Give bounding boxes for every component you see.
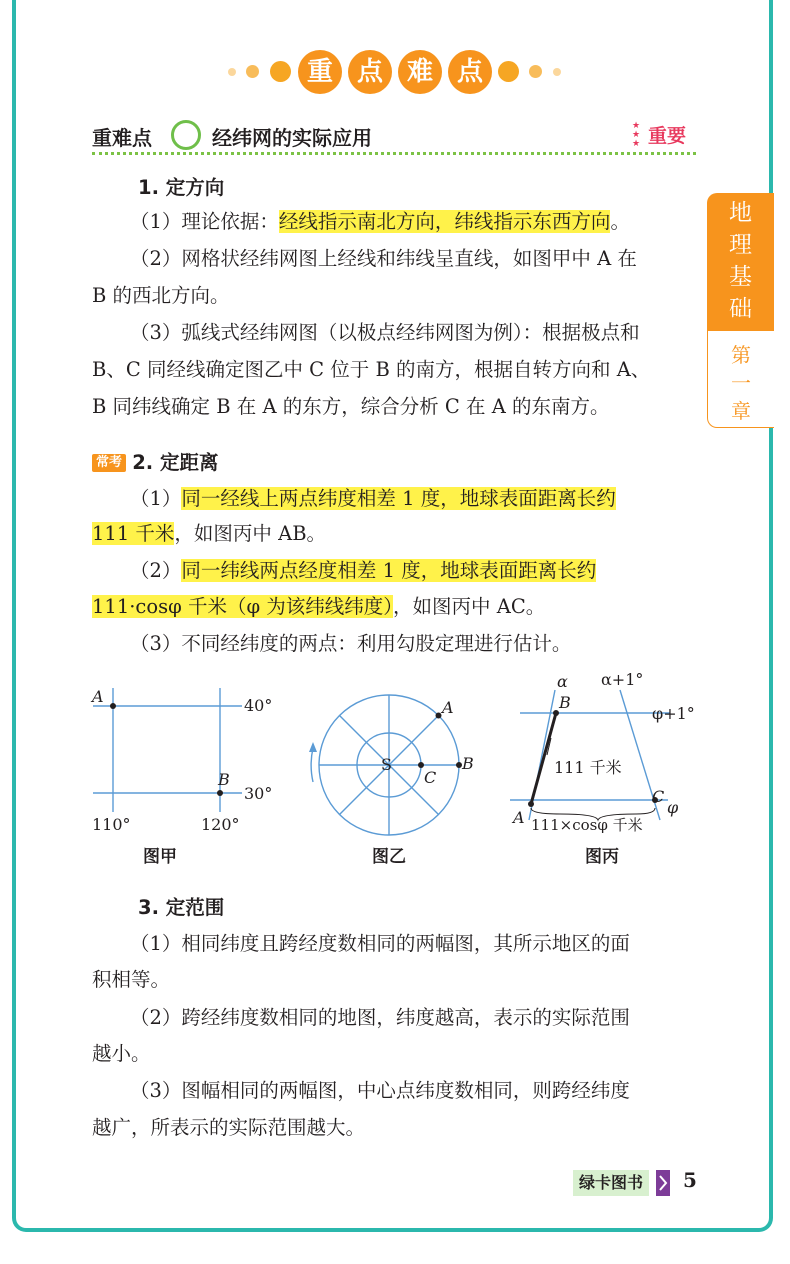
banner-char-2: 点: [348, 50, 392, 94]
paragraph: B 同纬线确定 B 在 A 的东方，综合分析 C 在 A 的东南方。: [92, 395, 610, 418]
important-tag: [632, 121, 698, 149]
side-tab-char: 地: [729, 200, 752, 226]
paragraph: 111 千米，如图丙中 AB。: [92, 522, 327, 545]
point-a: [436, 713, 442, 719]
fig-c-caption: 图丙: [585, 847, 619, 867]
brand-label: 绿卡图书: [573, 1170, 649, 1196]
heading-underline: [92, 152, 696, 155]
paragraph: （3）图幅相同的两幅图，中心点纬度数相同，则跨经纬度: [130, 1079, 630, 1102]
paragraph: 111·cosφ 千米（φ 为该纬线纬度），如图丙中 AC。: [92, 595, 546, 618]
paragraph: （1）同一经线上两点纬度相差 1 度，地球表面距离长约: [130, 487, 616, 510]
banner-char-4: 点: [448, 50, 492, 94]
chevron-right-icon: [656, 1170, 670, 1196]
fig-c-label-phi: φ: [667, 798, 679, 817]
paragraph: （3）弧线式经纬网图（以极点经纬网图为例）：根据极点和: [130, 321, 640, 344]
section-banner: [0, 50, 790, 96]
fig-c-label-alpha: α: [557, 672, 568, 691]
point-b: [217, 790, 223, 796]
fig-a-label-a: A: [92, 687, 104, 706]
fig-b-label-s: S: [381, 755, 392, 774]
paragraph: （1）理论依据：经线指示南北方向，纬线指示东西方向。: [130, 210, 630, 233]
fig-a-lon-right: 120°: [201, 815, 240, 834]
fig-b-label-c: C: [424, 768, 437, 787]
star-icon: ★: [632, 139, 641, 149]
fig-a-lat-top: 40°: [244, 696, 273, 715]
fig-a-lon-left: 110°: [92, 815, 131, 834]
point-a: [110, 703, 116, 709]
section-title: 1. 定方向: [138, 176, 225, 199]
heading-ring-icon: [171, 120, 201, 150]
fig-c-label-c: C: [652, 787, 665, 806]
heading-prefix: 重难点: [92, 126, 152, 150]
fig-c-label-alpha-plus: α+1°: [601, 670, 644, 689]
fig-b-caption: 图乙: [372, 847, 406, 867]
paragraph: （1）相同纬度且跨经度数相同的两幅图，其所示地区的面: [130, 932, 630, 955]
heading-title: 经纬网的实际应用: [212, 126, 372, 150]
fig-b-label-a: A: [442, 698, 454, 717]
paragraph: 越广，所表示的实际范围越大。: [92, 1116, 366, 1139]
fig-a-lat-bottom: 30°: [244, 784, 273, 803]
paragraph: （2）网格状经纬网图上经线和纬线呈直线，如图甲中 A 在: [130, 247, 637, 270]
paragraph: B、C 同经线确定图乙中 C 位于 B 的南方，根据自转方向和 A、: [92, 358, 651, 381]
fig-a-caption: 图甲: [143, 847, 177, 867]
paragraph: （2）跨经纬度数相同的地图，纬度越高，表示的实际范围: [130, 1006, 630, 1029]
banner-char-3: 难: [398, 50, 442, 94]
side-tab-char: 章: [731, 399, 751, 423]
side-tab-char: 第: [731, 343, 751, 367]
fig-c-label-phi-plus: φ+1°: [652, 704, 695, 723]
fig-c-label-a: A: [513, 808, 525, 827]
star-icon: ★: [632, 121, 641, 131]
side-tab-char: 础: [729, 296, 752, 322]
fig-c-ab-label: 111 千米: [554, 758, 622, 777]
important-label: 重要: [648, 125, 687, 147]
side-tab-char: 一: [731, 371, 751, 395]
paragraph: 积相等。: [92, 968, 171, 991]
side-tab-char: 基: [729, 264, 752, 290]
segment-ab: [531, 713, 556, 804]
fig-a-label-b: B: [218, 770, 230, 789]
side-tab-char: 理: [729, 232, 752, 258]
point-a: [528, 801, 534, 807]
fig-c-label-b: B: [559, 693, 571, 712]
page-number: 5: [683, 1168, 697, 1192]
frequent-badge: 常考: [92, 454, 126, 472]
banner-char-1: 重: [298, 50, 342, 94]
section-title: 3. 定范围: [138, 896, 225, 919]
paragraph: （3）不同经纬度的两点：利用勾股定理进行估计。: [130, 632, 572, 655]
paragraph: 越小。: [92, 1042, 151, 1065]
paragraph: B 的西北方向。: [92, 284, 230, 307]
paragraph: （2）同一纬线两点经度相差 1 度，地球表面距离长约: [130, 559, 597, 582]
fig-b-label-b: B: [462, 754, 474, 773]
section-title: 常考 2. 定距离: [92, 449, 696, 476]
fig-c-ac-label: 111×cosφ 千米: [531, 816, 643, 834]
star-icon: ★: [632, 130, 641, 140]
rotation-arrow-icon: [309, 742, 317, 752]
